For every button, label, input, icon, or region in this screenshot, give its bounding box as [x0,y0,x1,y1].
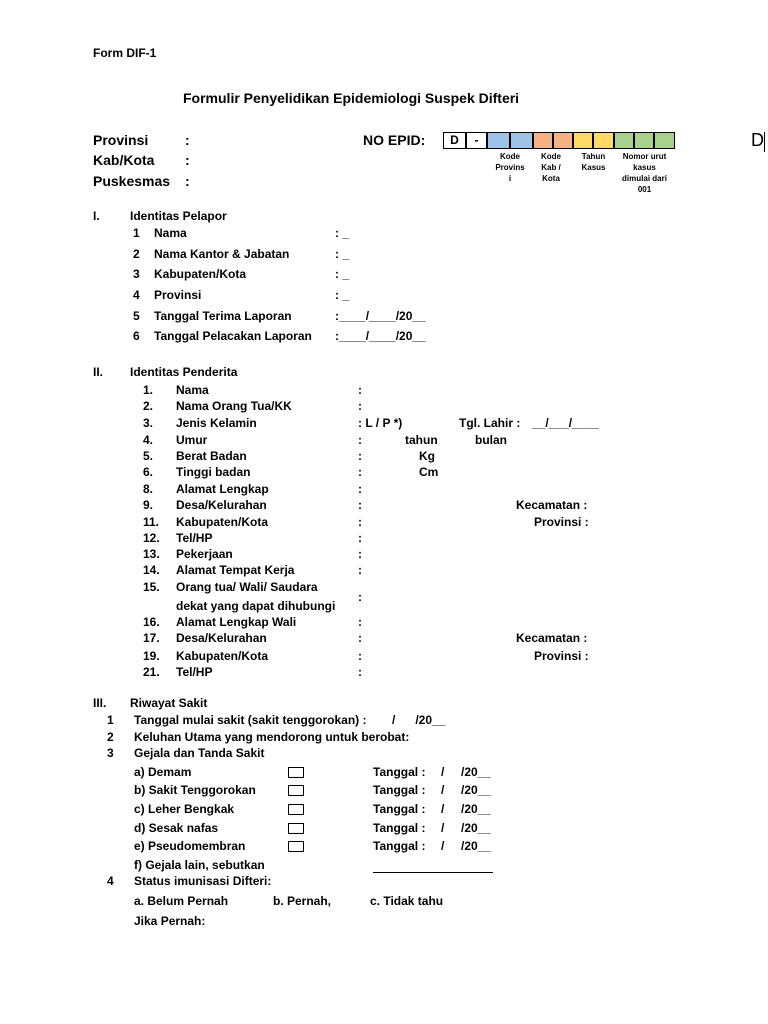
s2-item-num: 6. [143,465,154,479]
form-id: Form DIF-1 [93,46,157,60]
epid-box-d: D [443,132,466,149]
edge-box-line [764,132,765,152]
s1-item-num: 1 [133,226,140,240]
jenis-kelamin-value: : L / P *) [358,416,403,430]
option-pernah[interactable]: b. Pernah, [273,894,332,908]
s2-item-label: Tel/HP [176,531,213,545]
section3-title: Riwayat Sakit [130,696,208,710]
s2-item-num: 11. [143,515,160,529]
s2-item-label: Umur [176,433,208,447]
epid-box-tahun-2[interactable] [593,132,614,149]
s2-item-colon: : [358,649,362,663]
s2-item-num: 19. [143,649,160,663]
tanggal-value[interactable]: / /20__ [441,802,492,816]
nomor-urut-label: Nomor urut kasus dimulai dari 001 [622,152,667,194]
epid-box-dash: - [466,132,487,149]
puskesmas-label: Puskesmas [93,173,171,189]
epid-box-prov-1[interactable] [487,132,510,149]
s2-item-label: Alamat Lengkap Wali [176,615,297,629]
kg-label: Kg [419,449,435,463]
tgl-lahir-value[interactable]: __/___/____ [532,416,599,430]
gejala-checkbox[interactable] [288,823,304,834]
gejala-label: a) Demam [134,765,192,779]
s1-item-num: 6 [133,329,140,343]
s3-item1-num: 1 [107,713,114,727]
epid-box-nomor-2[interactable] [634,132,654,149]
s2-item-num: 13. [143,547,160,561]
s1-item-num: 5 [133,309,140,323]
bulan-label: bulan [475,433,507,447]
s2-item-label: Alamat Tempat Kerja [176,563,295,577]
s3-item4-num: 4 [107,874,114,888]
tanggal-label: Tanggal : [373,802,426,816]
s2-item-num: 4. [143,433,154,447]
s2-item-num: 1. [143,383,154,397]
s2-item-colon: : [358,590,362,604]
s2-item-label: Jenis Kelamin [176,416,257,430]
s2-item-num: 8. [143,482,154,496]
s2-item-num: 21. [143,665,160,679]
s3-item2-num: 2 [107,730,114,744]
puskesmas-colon: : [185,173,190,189]
s1-item-num: 4 [133,288,140,302]
section1-title: Identitas Pelapor [130,209,227,223]
s3-item1-date[interactable]: / /20__ [392,713,446,727]
gejala-lain-line[interactable] [373,859,493,873]
s2-item-label: Tinggi badan [176,465,251,479]
provinsi-label-2: Provinsi : [534,649,589,663]
s2-item-label: Orang tua/ Wali/ Saudara [176,580,318,594]
s2-item-label: Tel/HP [176,665,213,679]
s2-item-label: Kabupaten/Kota [176,515,269,529]
kabkota-colon: : [185,152,190,168]
section2-num: II. [93,365,104,379]
option-tidak-tahu[interactable]: c. Tidak tahu [370,894,444,908]
s2-item-label: Nama [176,383,209,397]
epid-box-prov-2[interactable] [510,132,533,149]
edge-letter-d: D [751,130,764,150]
s2-item-num: 14. [143,563,160,577]
tanggal-value[interactable]: / /20__ [441,765,492,779]
s2-item-colon: : [358,515,362,529]
s1-item-value[interactable]: :____/____/20__ [335,309,426,323]
s1-item-num: 3 [133,267,140,281]
s1-item-label: Nama [154,226,187,240]
gejala-checkbox[interactable] [288,841,304,852]
s2-item-colon: : [358,482,362,496]
kabkota-label: Kab/Kota [93,152,155,168]
s2-item-colon: : [358,399,362,413]
item15-line2: dekat yang dapat dihubungi [176,599,336,613]
gejala-checkbox[interactable] [288,767,304,778]
s1-item-num: 2 [133,247,140,261]
s2-item-colon: : [358,498,362,512]
epid-box-tahun-1[interactable] [573,132,593,149]
gejala-lain-label: f) Gejala lain, sebutkan [134,858,265,872]
provinsi-label: Provinsi [93,132,149,148]
epid-box-nomor-3[interactable] [654,132,675,149]
s3-item3-label: Gejala dan Tanda Sakit [134,746,265,760]
gejala-label: d) Sesak nafas [134,821,219,835]
gejala-checkbox[interactable] [288,785,304,796]
s2-item-num: 15. [143,580,160,594]
tanggal-label: Tanggal : [373,839,426,853]
s2-item-colon: : [358,531,362,545]
kecamatan-label-2: Kecamatan : [516,631,588,645]
s2-item-label: Pekerjaan [176,547,233,561]
s2-item-colon: : [358,563,362,577]
option-belum-pernah[interactable]: a. Belum Pernah [134,894,229,908]
s2-item-colon: : [358,383,362,397]
s1-item-value[interactable]: :____/____/20__ [335,329,426,343]
tgl-lahir-label: Tgl. Lahir : [459,416,521,430]
s2-item-colon: : [358,631,362,645]
s2-item-num: 3. [143,416,154,430]
tanggal-value[interactable]: / /20__ [441,839,492,853]
s1-item-label: Tanggal Terima Laporan [154,309,292,323]
kecamatan-label-1: Kecamatan : [516,498,588,512]
tahun-kasus-label: Tahun Kasus [581,152,606,172]
s1-item-value[interactable]: : _ [335,288,350,302]
s2-item-num: 5. [143,449,154,463]
section2-title: Identitas Penderita [130,365,238,379]
s2-item-label: Kabupaten/Kota [176,649,269,663]
section3-num: III. [93,696,107,710]
s1-item-label: Provinsi [154,288,202,302]
tanggal-label: Tanggal : [373,821,426,835]
s2-item-colon: : [358,547,362,561]
page-title: Formulir Penyelidikan Epidemiologi Suspek Difteri [183,90,520,106]
s2-item-colon: : [358,665,362,679]
gejala-label: b) Sakit Tenggorokan [134,783,256,797]
s2-item-label: Desa/Kelurahan [176,631,267,645]
no-epid-label: NO EPID: [363,132,426,148]
gejala-checkbox[interactable] [288,804,304,815]
s2-item-num: 9. [143,498,154,512]
s1-item-label: Nama Kantor & Jabatan [154,247,290,261]
s1-item-label: Tanggal Pelacakan Laporan [154,329,312,343]
epid-box-kab-2[interactable] [553,132,573,149]
s2-item-colon: : [358,433,362,447]
s2-item-num: 12. [143,531,160,545]
s2-item-colon: : [358,465,362,479]
provinsi-label-1: Provinsi : [534,515,589,529]
epid-box-kab-1[interactable] [533,132,553,149]
jika-pernah-label: Jika Pernah: [134,914,206,928]
gejala-label: c) Leher Bengkak [134,802,235,816]
s2-item-colon: : [358,449,362,463]
s2-item-label: Nama Orang Tua/KK [176,399,292,413]
s1-item-value[interactable]: : _ [335,247,350,261]
kode-provinsi-label: Kode Provins i [495,152,525,183]
s2-item-num: 2. [143,399,154,413]
tanggal-label: Tanggal : [373,765,426,779]
s3-item3-num: 3 [107,746,114,760]
s2-item-num: 17. [143,631,160,645]
s1-item-label: Kabupaten/Kota [154,267,247,281]
section1-num: I. [93,209,100,223]
s3-item4-label: Status imunisasi Difteri: [134,874,272,888]
s2-item-num: 16. [143,615,160,629]
s2-item-label: Berat Badan [176,449,247,463]
s3-item2-label: Keluhan Utama yang mendorong untuk berobat: [134,730,410,744]
s1-item-value[interactable]: : _ [335,226,350,240]
tanggal-label: Tanggal : [373,783,426,797]
s2-item-colon: : [358,615,362,629]
epid-box-nomor-1[interactable] [614,132,634,149]
s1-item-value[interactable]: : _ [335,267,350,281]
tanggal-value[interactable]: / /20__ [441,821,492,835]
tanggal-value[interactable]: / /20__ [441,783,492,797]
cm-label: Cm [419,465,439,479]
s3-item1-label: Tanggal mulai sakit (sakit tenggorokan) : [134,713,367,727]
kode-kab-label: Kode Kab / Kota [541,152,561,183]
s2-item-label: Alamat Lengkap [176,482,269,496]
gejala-label: e) Pseudomembran [134,839,246,853]
s2-item-label: Desa/Kelurahan [176,498,267,512]
tahun-label: tahun [405,433,438,447]
provinsi-colon: : [185,132,190,148]
